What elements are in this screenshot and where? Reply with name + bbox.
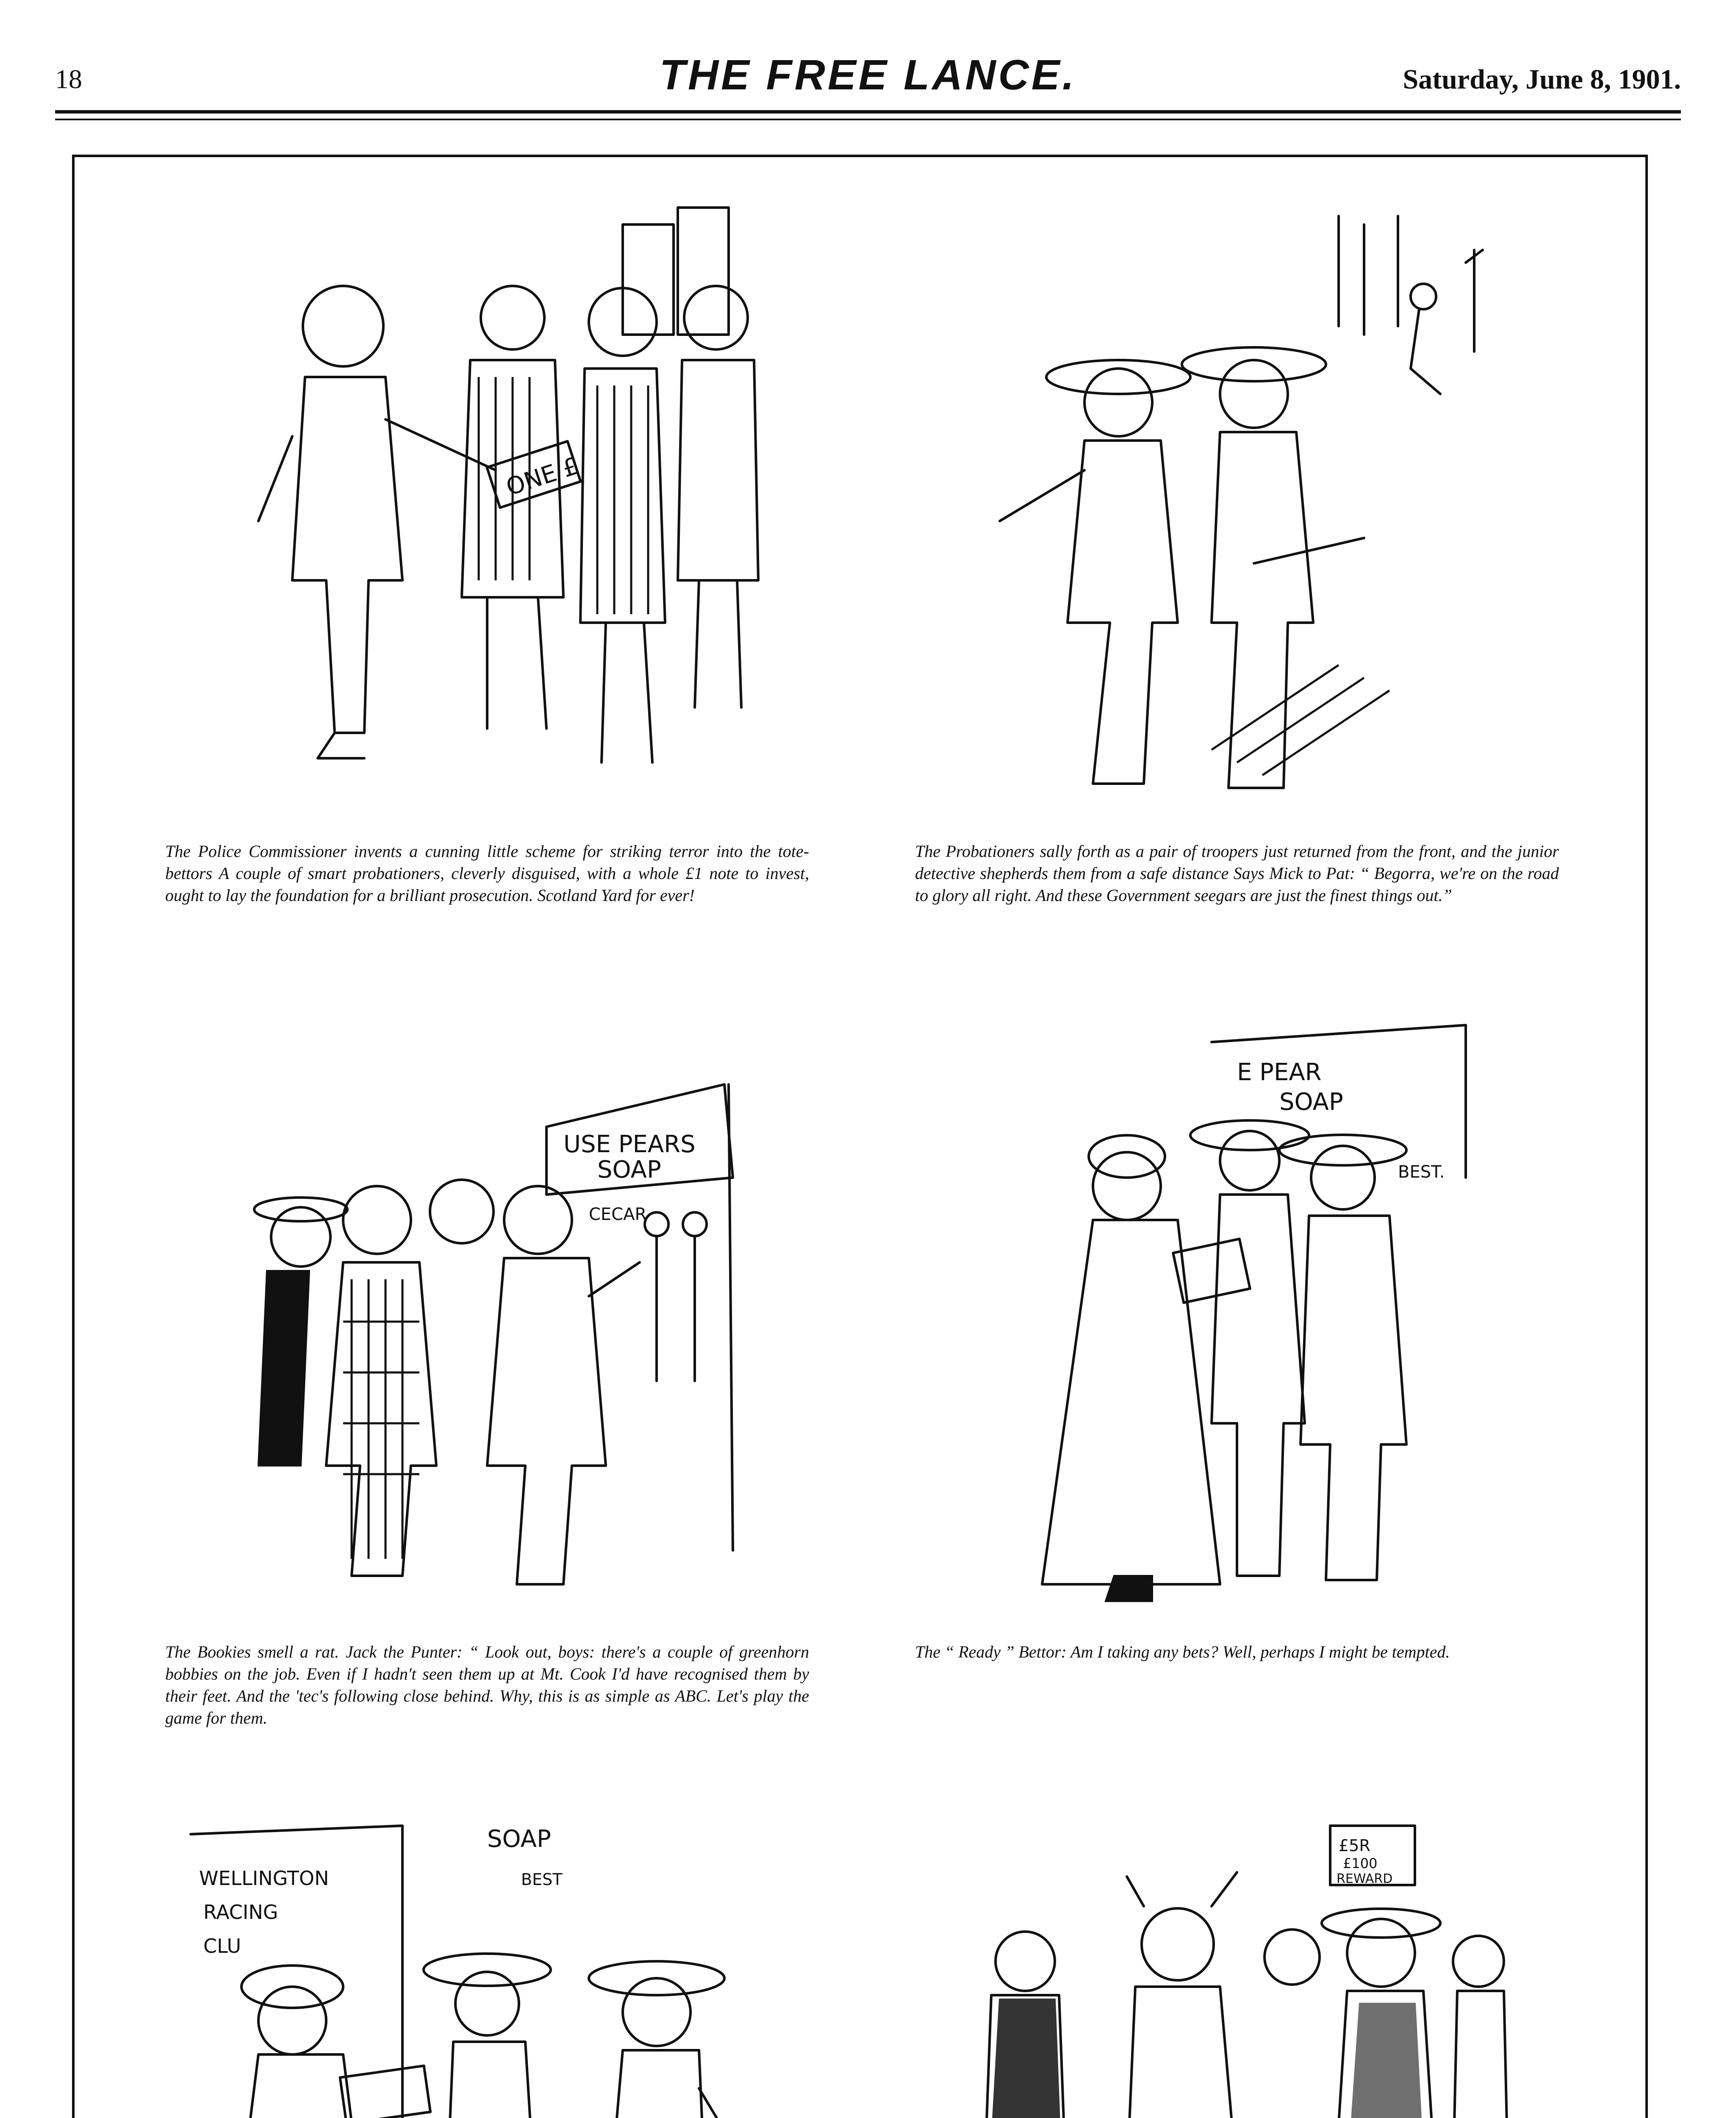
pears-sign-line-1: USE PEARS [563, 1131, 696, 1158]
panel-6-illustration [915, 1800, 1559, 2118]
page-number: 18 [55, 64, 82, 94]
best-sign: BEST [521, 1870, 563, 1889]
panel-1-caption: The Police Commissioner invents a cunning little scheme for striking terror into the tote-bettors A couple of smart probationers, cleverly disguised, with a whole £1 note to invest, ought to lay the foundation for a brilliant prosecution. Scotland Yard for ever! [165, 842, 809, 905]
page-header [0, 0, 1736, 127]
panel-5-illustration [165, 1800, 809, 2118]
soap-sign: SOAP [487, 1825, 551, 1853]
cartoon-panel-1 [165, 199, 809, 907]
cartoon-panel-6 [915, 1800, 1559, 2118]
issue-date: Saturday, June 8, 1901. [1403, 64, 1681, 95]
panel-1-illustration [165, 199, 809, 826]
panel-2-caption: The Probationers sally forth as a pair of troopers just returned from the front, and the junior detective shepherds them from a safe distance Says Mick to Pat: “ Begorra, we're on the road to glory all right. And these Government seegars are just the finest things out.” [915, 842, 1559, 905]
reward-sign-line-3: REWARD [1337, 1871, 1393, 1886]
newspaper-title: THE FREE LANCE. [659, 51, 1077, 99]
cartoon-panel-4 [915, 1000, 1559, 1663]
best-sign: BEST. [1398, 1162, 1445, 1182]
panel-3-caption: The Bookies smell a rat. Jack the Punter: “ Look out, boys: there's a couple of greenhorn bobbies on the job. Even if I hadn't seen them up at Mt. Cook I'd have recognised them by their feet. And the 'tec's following close behind. Why, this is as simple as ABC. Let's play the game for them. [165, 1642, 809, 1727]
club-sign-line-3: CLU [203, 1935, 241, 1957]
pound-note-label: ONE £ [502, 452, 582, 502]
reward-sign-line-2: £100 [1343, 1855, 1378, 1871]
header-rule-thin [55, 119, 1681, 120]
pears-sign-line-2: SOAP [597, 1156, 661, 1184]
cartoon-panel-2 [915, 199, 1559, 907]
panel-2-illustration [915, 199, 1559, 826]
panel-4-caption: The “ Ready ” Bettor: Am I taking any bets? Well, perhaps I might be tempted. [915, 1642, 1450, 1661]
panel-4-illustration [915, 1000, 1559, 1627]
panel-3-illustration [165, 1000, 809, 1627]
wall-sign: CECAR [589, 1205, 647, 1224]
club-sign-line-1: WELLINGTON [199, 1867, 329, 1890]
cartoon-panel-3 [165, 1000, 809, 1729]
header-rule [55, 110, 1681, 114]
club-sign-line-2: RACING [203, 1901, 278, 1924]
soap-sign-line-2: SOAP [1279, 1088, 1343, 1116]
soap-sign-line-1: E PEAR [1237, 1059, 1322, 1086]
reward-sign-line-1: £5R [1339, 1836, 1370, 1855]
cartoon-panel-5 [165, 1800, 809, 2118]
